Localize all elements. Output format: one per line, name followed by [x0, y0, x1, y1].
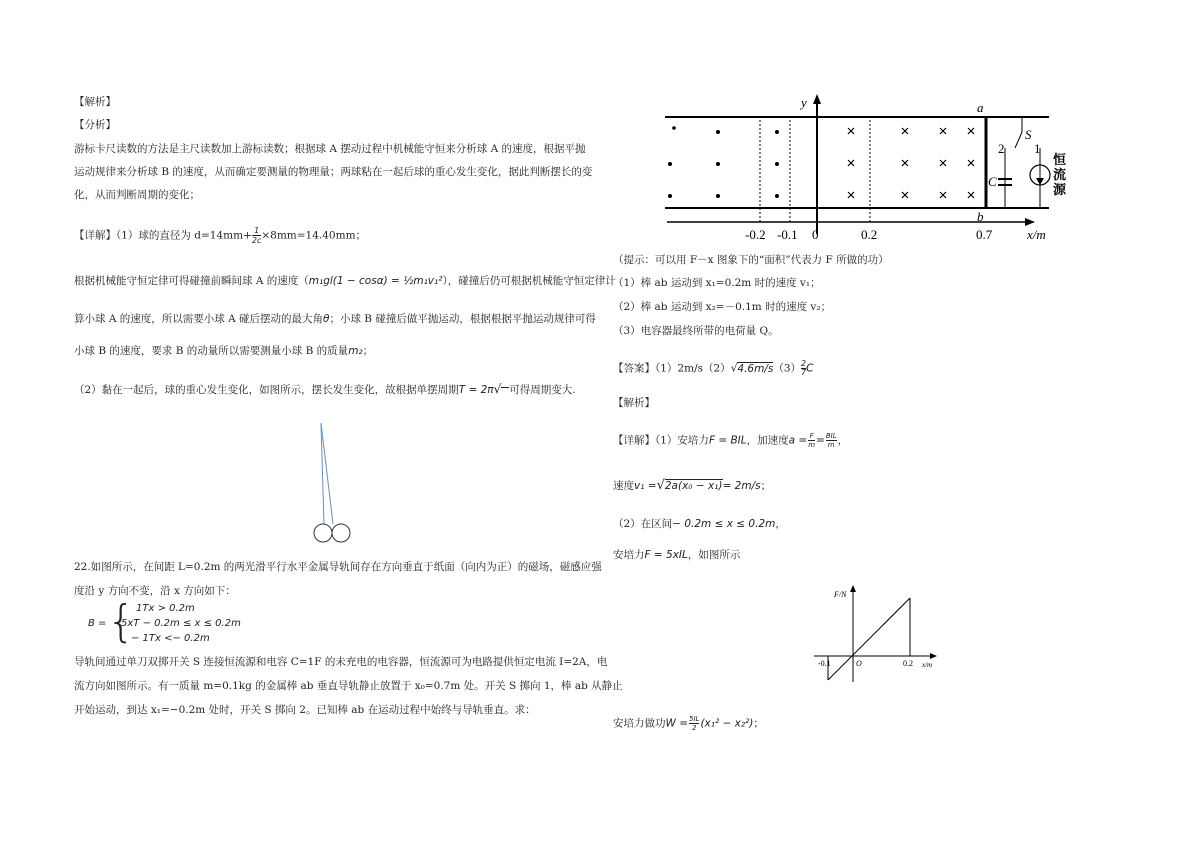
case-2: 5xT − 0.2m ≤ x ≤ 0.2m [121, 618, 241, 629]
text-run: ，如图所示 [687, 549, 741, 561]
x-tick-label: -0.2 [745, 227, 766, 242]
field-in-crosses [848, 128, 974, 198]
fraction-numerator: 1 [252, 226, 262, 236]
rod-end-b-label: b [977, 209, 984, 224]
equation: = [816, 434, 825, 447]
x-axis-label: x/m [1027, 227, 1046, 242]
text-run: 速度 [613, 480, 634, 492]
question-line: 导轨间通过单刀双掷开关 S 连接恒流源和电容 C=1F 的未充电的电容器，恒流源可为电路提供恒定电流 I=2A，电 [74, 656, 608, 668]
switch-pos-1-label: 1 [1034, 141, 1041, 156]
fraction-denominator: 2c [251, 236, 262, 245]
graph-y-label: F/N [834, 590, 847, 599]
fraction-numerator: F [809, 432, 814, 440]
paragraph-line: 化，从而判断周期的变化； [74, 189, 200, 201]
case-3: − 1Tx <− 0.2m [131, 633, 210, 644]
switch-label: S [1025, 127, 1032, 142]
text-run: ， [837, 434, 849, 447]
text-run: ×8mm=14.40mm； [261, 229, 367, 242]
question-line: 开始运动，到达 x₁=−0.2m 处时，开关 S 掷向 2。已知棒 ab 在运动过程中始终与导轨垂直。求： [74, 704, 536, 716]
answer-line [613, 360, 813, 377]
equation: v₁ = [634, 480, 657, 492]
switch-blade [1015, 132, 1022, 148]
text-run: 安培力做功 [613, 717, 666, 730]
fraction [826, 432, 837, 449]
fraction-denominator: m [827, 441, 835, 449]
fraction-denominator: 2 [692, 724, 697, 732]
ball-b [332, 524, 350, 542]
x-axis-arrow [1025, 218, 1035, 226]
graph-y-arrow [850, 585, 856, 592]
graph-x-label: x/m [922, 661, 933, 669]
fraction-denominator: m [808, 441, 816, 449]
paragraph-line [74, 344, 373, 358]
text-run: ，加速度 [746, 434, 789, 447]
pendulum-figure [300, 418, 360, 546]
detail-line-force-x [613, 548, 740, 562]
source-label: 流 [1053, 167, 1067, 182]
question-line: 流方向如图所示。有一质量 m=0.1kg 的金属棒 ab 垂直导轨静止放置于 x₀=0.7m 处。开关 S 掷向 1，棒 ab 从静止 [74, 680, 623, 692]
text-run: ； [362, 345, 374, 357]
sub-question-2: （2）棒 ab 运动到 x₂=－0.1m 时的速度 v₂； [613, 301, 832, 313]
detail-line-work [613, 715, 764, 732]
graph-origin-label: O [856, 659, 862, 668]
equation: W = [665, 717, 689, 730]
text-run: ），碰撞后仍可根据机械能守恒定律计 [442, 275, 616, 287]
text-run: ；小球 B 碰撞后做平抛运动，根据根据平抛运动规律可得 [329, 313, 596, 325]
sqrt-symbol: √ [656, 478, 665, 493]
sqrt-symbol: √ [730, 362, 738, 375]
question-line: 度沿 y 方向不变，沿 x 方向如下： [74, 585, 236, 597]
fraction-numerator: 5IL [689, 715, 700, 723]
equation: − 0.2m ≤ x ≤ 0.2m [672, 518, 776, 530]
fraction-numerator: 2 [801, 359, 807, 368]
paragraph-line-period [74, 382, 576, 397]
text-run: ， [775, 518, 786, 530]
unit: C [806, 362, 814, 375]
y-axis-label: y [801, 95, 807, 110]
equation: F = 5xIL [644, 549, 688, 561]
paragraph-line [74, 312, 596, 326]
fraction [689, 715, 699, 732]
equation: θ [323, 313, 330, 325]
rail-field-figure [655, 90, 1075, 248]
text-run: （2）黏在一起后，球的重心发生变化，如图所示，摆长发生变化，故根据单摆周期 [74, 384, 459, 396]
source-label: 源 [1053, 182, 1067, 197]
capacitor-label: C [988, 174, 997, 189]
equation: m₂ [348, 345, 363, 357]
graph-x-tick: -0.1 [818, 659, 831, 668]
rod-end-a-label: a [977, 100, 984, 115]
graph-x-tick: 0.2 [903, 659, 913, 668]
equation: T = 2π [458, 384, 494, 396]
text-run: （3） [773, 362, 802, 375]
paragraph-line: 运动规律来分析球 B 的速度，从而确定要测量的物理量；两球粘在一起后球的重心发生变化，据此判断摆长的变 [74, 166, 593, 178]
graph-x-arrow [930, 653, 937, 659]
equation: = 2m/s [722, 480, 761, 492]
section-heading-fenxi: 【分析】 [74, 119, 116, 131]
text-run: ； [753, 717, 764, 730]
equation: F = BIL [708, 434, 747, 447]
sqrt-radicand: 2a(x₀ − x₁) [664, 480, 723, 492]
section-heading-analysis: 【解析】 [74, 96, 116, 108]
text-run: 可得周期变大. [509, 384, 576, 396]
detail-line-velocity [613, 479, 771, 493]
piecewise-equation [88, 596, 268, 647]
fraction-denominator: 7 [801, 368, 807, 377]
section-heading-jiexi: 【解析】 [613, 397, 655, 409]
text-run: 【详解】（1）球的直径为 d=14mm+ [74, 229, 252, 242]
detail-line-diameter [74, 226, 366, 245]
x-tick-label: 0.2 [861, 227, 878, 242]
brace-symbol: { [107, 596, 135, 647]
paragraph-line: 游标卡尺读数的方法是主尺读数加上游标读数；根据球 A 摆动过程中机械能守恒来分析球 A 的速度，根据平抛 [74, 143, 586, 155]
text-run: 根据机械能守恒定律可得碰撞前瞬间球 A 的速度（ [74, 275, 309, 287]
text-run: 安培力 [613, 549, 645, 561]
current-source-arrowhead [1036, 178, 1044, 185]
equation: a = [788, 434, 808, 447]
fraction-numerator: BIL [825, 432, 837, 440]
x-tick-label: -0.1 [777, 227, 798, 242]
circuit [998, 117, 1050, 208]
detail-line-energy [74, 274, 616, 288]
field-out-dots [668, 126, 779, 198]
fraction [252, 226, 262, 245]
x-tick-label: 0.7 [976, 227, 993, 242]
sub-question-1: （1）棒 ab 运动到 x₁=0.2m 时的速度 v₁； [613, 277, 821, 289]
sqrt-lg-symbol: √ [493, 382, 502, 396]
equation: (x₁² − x₂²) [700, 717, 754, 730]
question-line: 22.如图所示，在间距 L=0.2m 的两光滑平行水平金属导轨间存在方向垂直于纸面（向内为正）的磁场，磁感应强 [74, 561, 602, 573]
text-run: 【答案】（1）2m/s（2） [613, 362, 731, 375]
y-axis-arrow [813, 94, 821, 104]
equation-lhs: B = [88, 618, 107, 629]
x-tick-label: 0 [812, 227, 819, 242]
sqrt-radicand: 4.6m/s [737, 362, 774, 375]
text-run: 算小球 A 的速度，所以需要小球 A 碰后摆动的最大角 [74, 313, 324, 325]
hint-line: （提示：可以用 F－x 图象下的“面积”代表力 F 所做的功） [613, 254, 889, 266]
source-label: 恒 [1053, 152, 1067, 167]
fraction [808, 432, 815, 449]
equation: m₁gl(1 − cosα) = ½m₁v₁² [308, 275, 443, 287]
detail-line-interval [613, 517, 786, 531]
text-run: ； [760, 480, 772, 492]
sub-question-3: （3）电容器最终所带的电荷量 Q。 [613, 325, 779, 337]
ball-a [314, 524, 332, 542]
switch-pos-2-label: 2 [998, 141, 1005, 156]
force-line [828, 598, 910, 680]
force-position-graph [810, 582, 945, 686]
text-run: 小球 B 的速度，要求 B 的动量所以需要测量小球 B 的质量 [74, 345, 349, 357]
text-run: （2）在区间 [613, 518, 673, 530]
detail-line-force [613, 432, 848, 449]
case-1: 1Tx > 0.2m [136, 603, 195, 614]
text-run: 【详解】（1）安培力 [613, 434, 709, 447]
